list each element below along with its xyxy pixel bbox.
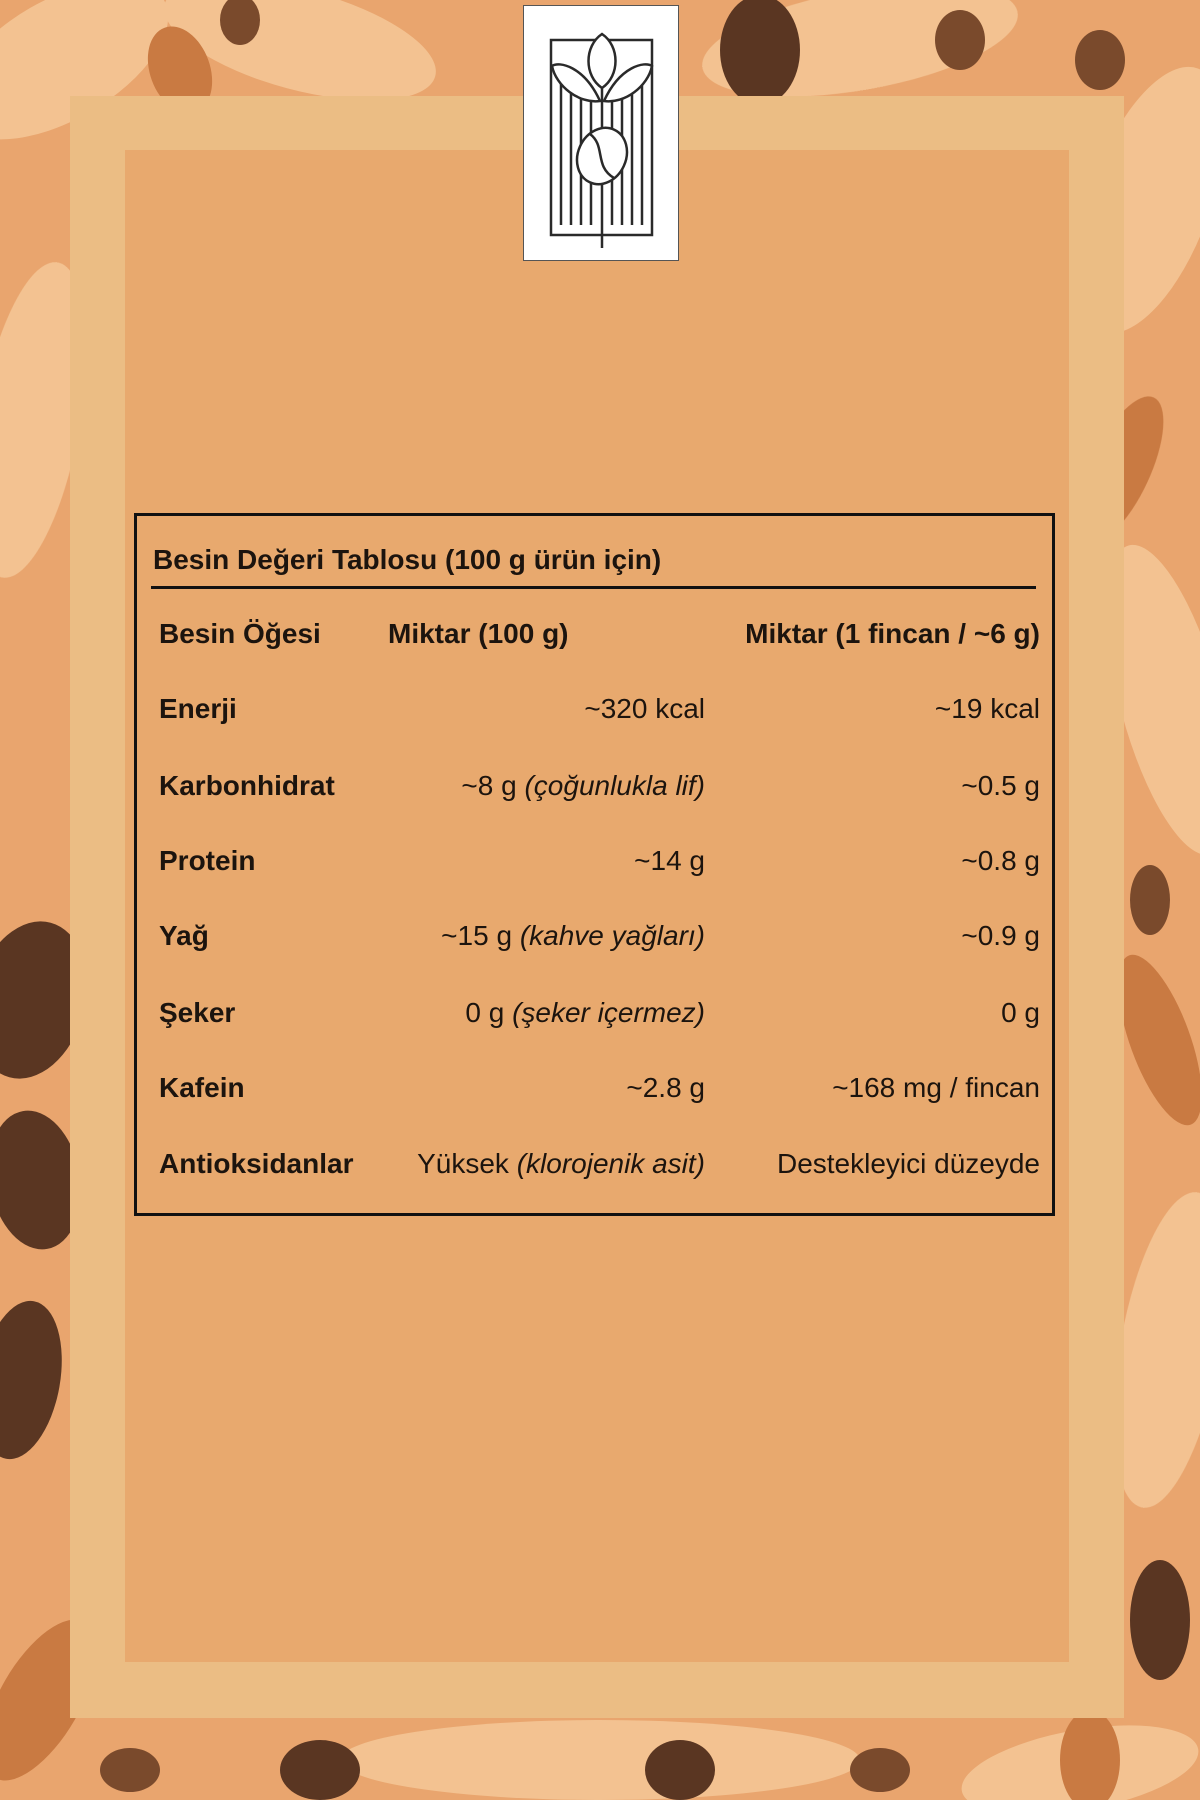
row-per-100g: 0 g (şeker içermez) [465, 997, 705, 1028]
table-row [137, 916, 1052, 956]
table-header-row [137, 614, 1052, 654]
nutrition-table [134, 513, 1055, 1216]
title-divider [151, 586, 1036, 589]
coffee-bean-leaf-logo-icon [524, 6, 680, 262]
header-per-100g: Miktar (100 g) [388, 618, 569, 649]
row-note: (şeker içermez) [512, 997, 705, 1028]
row-per-cup: 0 g [1001, 997, 1040, 1028]
row-nutrient: Antioksidanlar [159, 1148, 354, 1179]
row-nutrient: Şeker [159, 997, 236, 1028]
row-per-100g: ~8 g (çoğunlukla lif) [461, 770, 705, 801]
row-per-cup: ~19 kcal [934, 693, 1040, 724]
table-row [137, 766, 1052, 806]
row-per-cup: ~0.5 g [961, 770, 1040, 801]
row-note: (çoğunlukla lif) [524, 770, 705, 801]
table-row [137, 841, 1052, 881]
table-row [137, 993, 1052, 1033]
row-per-100g: ~15 g (kahve yağları) [441, 920, 705, 951]
row-per-100g: ~2.8 g [626, 1072, 705, 1103]
table-row [137, 1068, 1052, 1108]
row-nutrient: Karbonhidrat [159, 770, 335, 801]
header-nutrient: Besin Öğesi [159, 618, 321, 649]
row-per-100g: ~320 kcal [584, 693, 705, 724]
row-nutrient: Enerji [159, 693, 237, 724]
row-per-100g: ~14 g [634, 845, 705, 876]
table-row [137, 1144, 1052, 1184]
table-title: Besin Değeri Tablosu (100 g ürün için) [153, 544, 662, 575]
row-note: (kahve yağları) [519, 920, 705, 951]
row-per-cup: Destekleyici düzeyde [776, 1148, 1040, 1179]
header-per-cup: Miktar (1 fincan / ~6 g) [745, 618, 1040, 649]
row-nutrient: Protein [159, 845, 256, 876]
row-nutrient: Kafein [159, 1072, 245, 1103]
row-per-cup: ~0.8 g [961, 845, 1040, 876]
row-note: (klorojenik asit) [516, 1148, 705, 1179]
row-per-100g: Yüksek (klorojenik asit) [417, 1148, 705, 1179]
brand-logo [523, 5, 679, 261]
row-nutrient: Yağ [159, 920, 209, 951]
row-per-cup: ~0.9 g [961, 920, 1040, 951]
table-row [137, 689, 1052, 729]
row-per-cup: ~168 mg / fincan [832, 1072, 1040, 1103]
